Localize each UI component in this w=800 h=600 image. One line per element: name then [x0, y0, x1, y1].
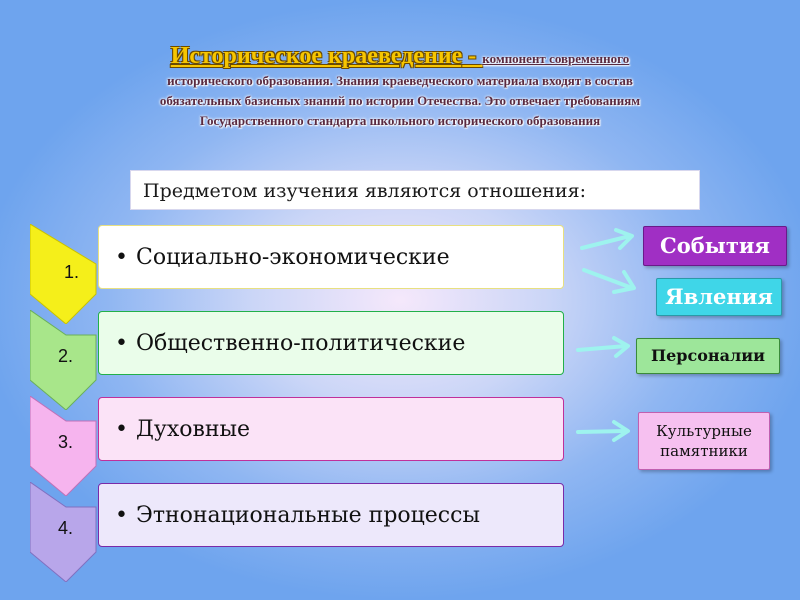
header — [40, 44, 760, 131]
tag-line-1: Культурные — [656, 422, 752, 440]
relation-label: Общественно-политические — [135, 331, 466, 356]
tag-personalities: Персоналии — [636, 338, 780, 374]
relation-box-2 — [98, 311, 564, 375]
chevron-2 — [30, 310, 102, 410]
title-rest: компонент современного — [482, 51, 630, 66]
title-line-2: исторического образования. Знания краеведческого материала входят в состав — [167, 73, 633, 88]
chevron-3 — [30, 396, 102, 496]
tag-line-2: памятники — [660, 442, 748, 460]
relation-box-1 — [98, 225, 564, 289]
relation-label: Духовные — [135, 417, 251, 442]
tag-cultural-monuments — [638, 412, 770, 470]
relation-box-3 — [98, 397, 564, 461]
arrow-icon — [578, 226, 638, 256]
title-line-1 — [40, 44, 760, 71]
relation-box-4 — [98, 483, 564, 547]
chevron-number: 2. — [58, 346, 74, 366]
chevron-4 — [30, 482, 102, 582]
title-main: Историческое краеведение — [170, 43, 463, 69]
chevron-number: 3. — [58, 432, 74, 452]
chevron-number: 1. — [64, 262, 80, 282]
tag-events: События — [643, 226, 787, 266]
bullet-icon: • — [115, 331, 128, 356]
chevron-1 — [30, 224, 102, 324]
chevron-number: 4. — [58, 518, 74, 538]
bullet-icon: • — [115, 417, 128, 442]
relation-label: Социально-экономические — [135, 245, 450, 270]
subject-label: Предметом изучения являются отношения: — [130, 170, 700, 210]
title-separator: - — [462, 43, 483, 69]
arrow-icon — [580, 264, 642, 298]
title-line-4: Государственного стандарта школьного исторического образования — [199, 113, 601, 128]
bullet-icon: • — [115, 245, 128, 270]
relation-label: Этнонациональные процессы — [135, 503, 480, 528]
bullet-icon: • — [115, 503, 128, 528]
arrow-icon — [574, 418, 634, 444]
tag-phenomena: Явления — [656, 278, 782, 316]
arrow-icon — [574, 334, 634, 360]
title-line-3: обязательных базисных знаний по истории Отечества. Это отвечает требованиям — [159, 93, 641, 108]
